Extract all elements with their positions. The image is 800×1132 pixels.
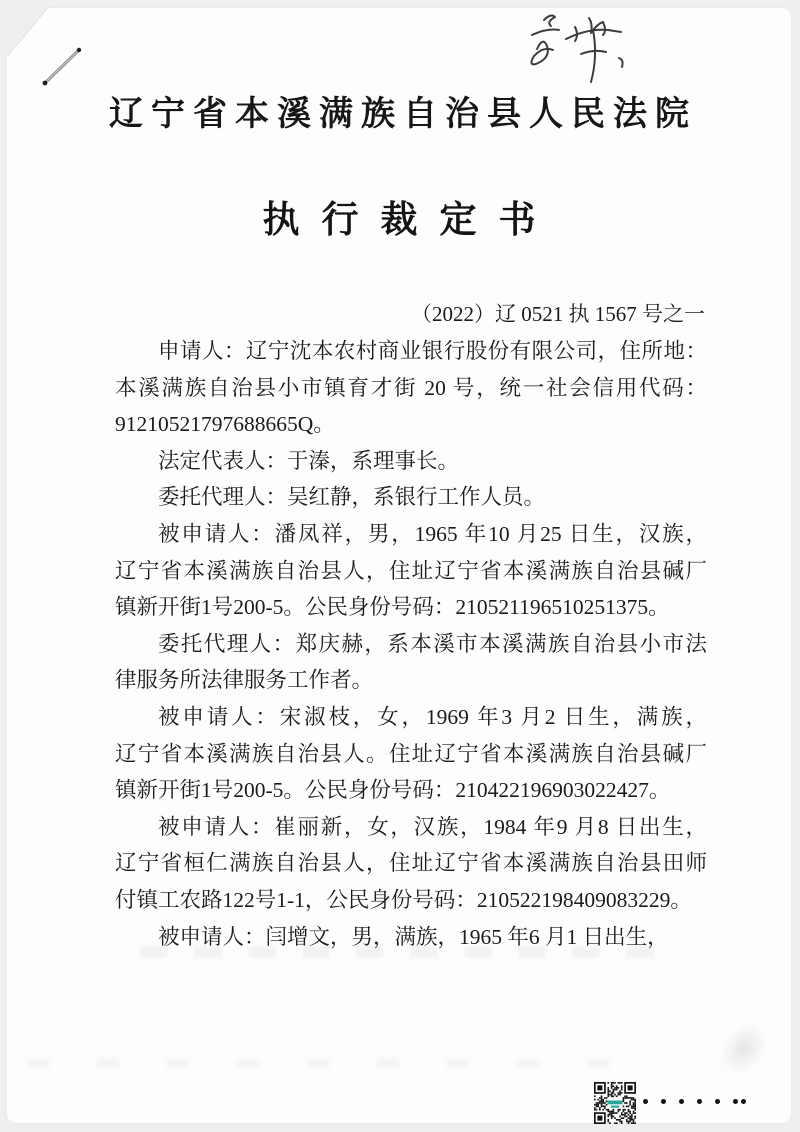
body-line: 辽宁省桓仁满族自治县人，住址辽宁省本溪满族自治县田师 xyxy=(115,851,707,876)
document-page xyxy=(7,8,791,1123)
body-line: 申请人：辽宁沈本农村商业银行股份有限公司，住所地： xyxy=(158,339,707,363)
body-line: 镇新开街1号200-5。公民身份号码：210422196903022427。 xyxy=(115,778,671,803)
document-body xyxy=(115,333,707,955)
qr-code xyxy=(593,1082,637,1124)
dot-mark xyxy=(733,1099,738,1104)
dot-mark xyxy=(715,1099,720,1104)
body-line: 律服务所法律服务工作者。 xyxy=(115,668,374,693)
body-line: 镇新开街1号200-5。公民身份号码：210521196510251375。 xyxy=(115,595,670,620)
body-line: 被申请人：宋淑枝，女，1969 年3 月2 日生，满族， xyxy=(158,704,707,729)
dot-mark xyxy=(643,1099,648,1104)
body-line: 本溪满族自治县小市镇育才街 20 号，统一社会信用代码： xyxy=(115,375,707,400)
body-line: 91210521797688665Q。 xyxy=(115,412,335,437)
body-line: 被申请人：闫增文，男，满族，1965 年6 月1 日出生， xyxy=(158,924,669,949)
document-content xyxy=(115,295,707,955)
pen-slash-mark xyxy=(38,38,88,90)
dot-marks xyxy=(643,1094,759,1108)
bleedthrough-marks xyxy=(140,946,660,958)
body-line: 委托代理人：郑庆赫，系本溪市本溪满族自治县小市法 xyxy=(158,631,707,656)
document-title: 执行裁定书 xyxy=(262,200,558,241)
case-number: （2022）辽 0521 执 1567 号之一 xyxy=(411,302,705,326)
body-line: 法定代表人：于溱，系理事长。 xyxy=(158,448,460,473)
dot-mark xyxy=(697,1099,702,1104)
court-name: 辽宁省本溪满族自治县人民法院 xyxy=(109,96,697,133)
bleedthrough-marks-faint xyxy=(27,1058,627,1068)
body-line: 被申请人：崔丽新，女，汉族，1984 年9 月8 日出生， xyxy=(158,814,707,839)
handwritten-signature xyxy=(522,8,640,90)
scan-smudge xyxy=(709,1013,778,1086)
body-line: 付镇工农路122号1-1，公民身份号码：210522198409083229。 xyxy=(115,887,692,912)
body-line: 被申请人：潘凤祥，男，1965 年10 月25 日生，汉族， xyxy=(158,521,707,546)
dot-mark xyxy=(741,1099,746,1104)
body-line: 辽宁省本溪满族自治县人。住址辽宁省本溪满族自治县碱厂 xyxy=(115,741,707,766)
body-line: 委托代理人：吴红静，系银行工作人员。 xyxy=(158,485,546,510)
dot-mark xyxy=(679,1099,684,1104)
body-line: 辽宁省本溪满族自治县人，住址辽宁省本溪满族自治县碱厂 xyxy=(115,558,707,583)
dot-mark xyxy=(661,1099,666,1104)
